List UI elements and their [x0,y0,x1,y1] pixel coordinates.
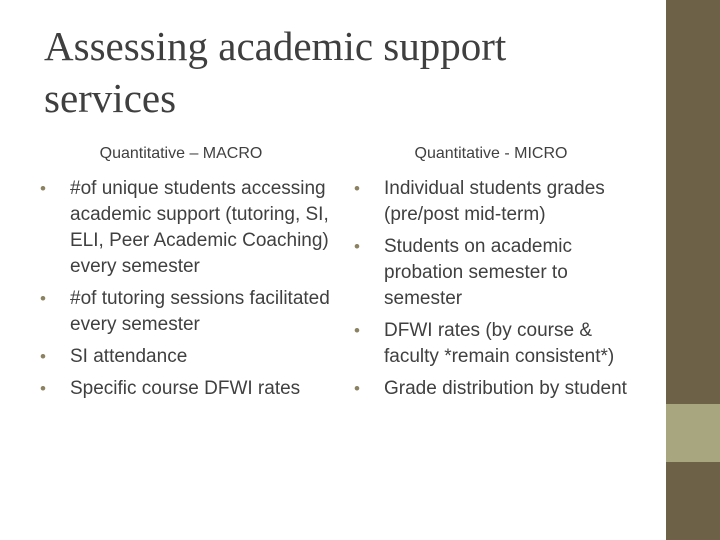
bullet-text: Specific course DFWI rates [70,378,301,399]
list-item [354,318,644,370]
list-item [40,344,330,370]
sidebar-accent-block [666,404,720,462]
list-item [354,234,644,312]
bullet-icon: • [354,237,360,256]
list-item [354,176,644,228]
slide-title: Assessing academic support services [44,23,507,121]
bullet-icon: • [354,321,360,340]
list-item [40,286,330,338]
list-item [40,376,330,402]
bullet-icon: • [40,347,46,366]
micro-bullet-list [354,176,644,408]
macro-bullet-list [40,176,330,408]
bullet-text: Individual students grades (pre/post mid-term) [384,178,605,225]
bullet-text: SI attendance [70,346,188,367]
bullet-text: Students on academic probation semester to semester [384,236,573,309]
decorative-sidebar [666,0,720,540]
bullet-text: #of unique students accessing academic support (tutoring, SI, ELI, Peer Academic Coaching) every semester [70,178,329,277]
bullet-icon: • [40,179,46,198]
column-heading-micro: Quantitative - MICRO [414,145,568,162]
bullet-icon: • [40,379,46,398]
bullet-icon: • [354,379,360,398]
bullet-icon: • [354,179,360,198]
list-item [40,176,330,280]
bullet-text: Grade distribution by student [384,378,627,399]
bullet-text: DFWI rates (by course & faculty *remain consistent*) [384,320,615,367]
column-heading-macro: Quantitative – MACRO [99,145,263,162]
bullet-icon: • [40,289,46,308]
bullet-text: #of tutoring sessions facilitated every semester [70,288,330,335]
list-item [354,376,644,402]
